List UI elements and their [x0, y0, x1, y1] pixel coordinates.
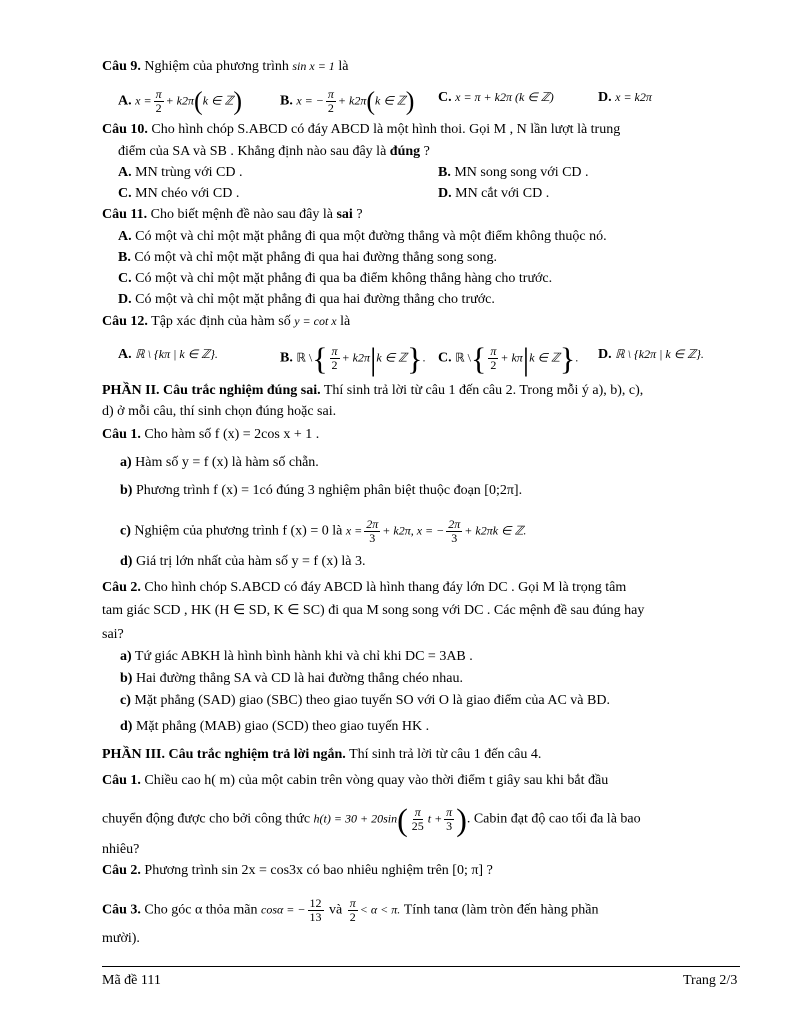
footer-page-number: Trang 2/3: [683, 973, 738, 988]
p3-q1-line1: Câu 1. Chiều cao h( m) của một cabin trên vòng quay vào thời điểm t giây sau khi bắt đầu: [102, 773, 609, 788]
q10-opt-b: B. MN song song với CD .: [438, 165, 589, 180]
footer-divider: [102, 966, 740, 967]
q9-text-b: là: [338, 59, 349, 74]
q12-opt-c: C. ℝ \{ $\frac{\pi}{2}$ + kπ|k ∈ ℤ}.: [438, 340, 579, 377]
p2-q1-stem: Câu 1. Cho hàm số f (x) = 2cos x + 1 .: [102, 427, 320, 442]
q11-opt-a: A. Có một và chỉ một mặt phẳng đi qua một đường thẳng và một điểm không thuộc nó.: [118, 229, 607, 244]
q9-opt-a: A. x = $\frac{\pi}{2}$ + k2π(k ∈ ℤ): [118, 86, 243, 116]
q11-opt-d: D. Có một và chỉ một mặt phẳng đi qua hai đường thẳng cho trước.: [118, 292, 495, 307]
q9-eq: sin x = 1: [292, 59, 335, 73]
q10-line1: Câu 10. Cho hình chóp S.ABCD có đáy ABCD là một hình thoi. Gọi M , N lần lượt là trung: [102, 122, 621, 137]
q10-opt-d: D. MN cắt với CD .: [438, 186, 550, 201]
p2-q1-d: d) Giá trị lớn nhất của hàm số y = f (x) là 3.: [120, 554, 366, 569]
q10-opt-c: C. MN chéo với CD .: [118, 186, 240, 201]
q11-opt-c: C. Có một và chỉ một mặt phẳng đi qua ba điểm không thẳng hàng cho trước.: [118, 271, 553, 286]
p2-q1-c: c) Nghiệm của phương trình f (x) = 0 là x = $\frac{2\pi}{3}$ + k2π, x = − $\frac{2\pi}{3}$ + k2πk ∈ ℤ.: [120, 517, 527, 545]
p3-q2: Câu 2. Phương trình sin 2x = cos3x có bao nhiêu nghiệm trên [0; π] ?: [102, 863, 493, 878]
p2-q2-line3: sai?: [102, 627, 124, 642]
part2-header: PHẦN II. Câu trắc nghiệm đúng sai. Thí sinh trả lời từ câu 1 đến câu 2. Trong mỗi ý a), b), c),: [102, 383, 644, 398]
q10-line2: điểm của SA và SB . Khẳng định nào sau đây là đúng ?: [118, 144, 430, 159]
q9-opt-c: C. x = π + k2π (k ∈ ℤ): [438, 90, 554, 105]
q12-opt-b: B. ℝ \{ $\frac{\pi}{2}$ + k2π|k ∈ ℤ}.: [280, 340, 426, 377]
q10-opt-a: A. MN trùng với CD .: [118, 165, 243, 180]
p2-q1-b: b) Phương trình f (x) = 1có đúng 3 nghiệm phân biệt thuộc đoạn [0;2π].: [120, 483, 523, 498]
q9-opt-b: B. x = − $\frac{\pi}{2}$ + k2π(k ∈ ℤ): [280, 86, 415, 116]
p3-q3-line1: Câu 3. Cho góc α thỏa mãn cosα = − $\frac{12}{13}$ và $\frac{\pi}{2}$ < α < π. Tính tanα (làm tròn đến hàng phần: [102, 896, 599, 924]
q12-opt-d: D. ℝ \ {k2π | k ∈ ℤ}.: [598, 347, 704, 362]
p3-q1-line2: chuyển động được cho bởi công thức h(t) = 30 + 20sin( $\frac{\pi}{25}$ t + $\frac{\pi}{3}$ ). Cabin đạt độ cao tối đa là bao: [102, 801, 641, 838]
p2-q2-line1: Câu 2. Cho hình chóp S.ABCD có đáy ABCD là hình thang đáy lớn DC . Gọi M là trọng tâm: [102, 580, 627, 595]
q12-opt-a: A. ℝ \ {kπ | k ∈ ℤ}.: [118, 347, 218, 362]
p2-q2-c: c) Mặt phẳng (SAD) giao (SBC) theo giao tuyến SO với O là giao điểm của AC và BD.: [120, 693, 610, 708]
p2-q2-b: b) Hai đường thẳng SA và CD là hai đường thẳng chéo nhau.: [120, 671, 463, 686]
p2-q2-line2: tam giác SCD , HK (H ∈ SD, K ∈ SC) đi qua M song song với DC . Các mệnh đề sau đúng hay: [102, 603, 645, 618]
q9-opt-d: D. x = k2π: [598, 90, 652, 105]
q12-stem: Câu 12. Tập xác định của hàm số y = cot x là: [102, 314, 351, 329]
p3-q3-line2: mười).: [102, 931, 140, 946]
footer-exam-code: Mã đề 111: [102, 973, 161, 988]
p2-q2-a: a) Tứ giác ABKH là hình bình hành khi và chỉ khi DC = 3AB .: [120, 649, 473, 664]
p3-q1-line3: nhiêu?: [102, 842, 140, 857]
q9-stem: [102, 57, 348, 76]
part2-desc: d) ở mỗi câu, thí sinh chọn đúng hoặc sai.: [102, 404, 337, 419]
q9-text: Nghiệm của phương trình: [144, 59, 289, 74]
q11-opt-b: B. Có một và chỉ một mặt phẳng đi qua hai đường thẳng song song.: [118, 250, 497, 265]
part3-header: PHẦN III. Câu trắc nghiệm trả lời ngắn. Thí sinh trả lời từ câu 1 đến câu 4.: [102, 747, 542, 762]
q11-stem: Câu 11. Cho biết mệnh đề nào sau đây là sai ?: [102, 207, 363, 222]
p2-q2-d: d) Mặt phẳng (MAB) giao (SCD) theo giao tuyến HK .: [120, 719, 430, 734]
p2-q1-a: a) Hàm số y = f (x) là hàm số chẵn.: [120, 455, 319, 470]
q9-label: Câu 9.: [102, 59, 141, 74]
